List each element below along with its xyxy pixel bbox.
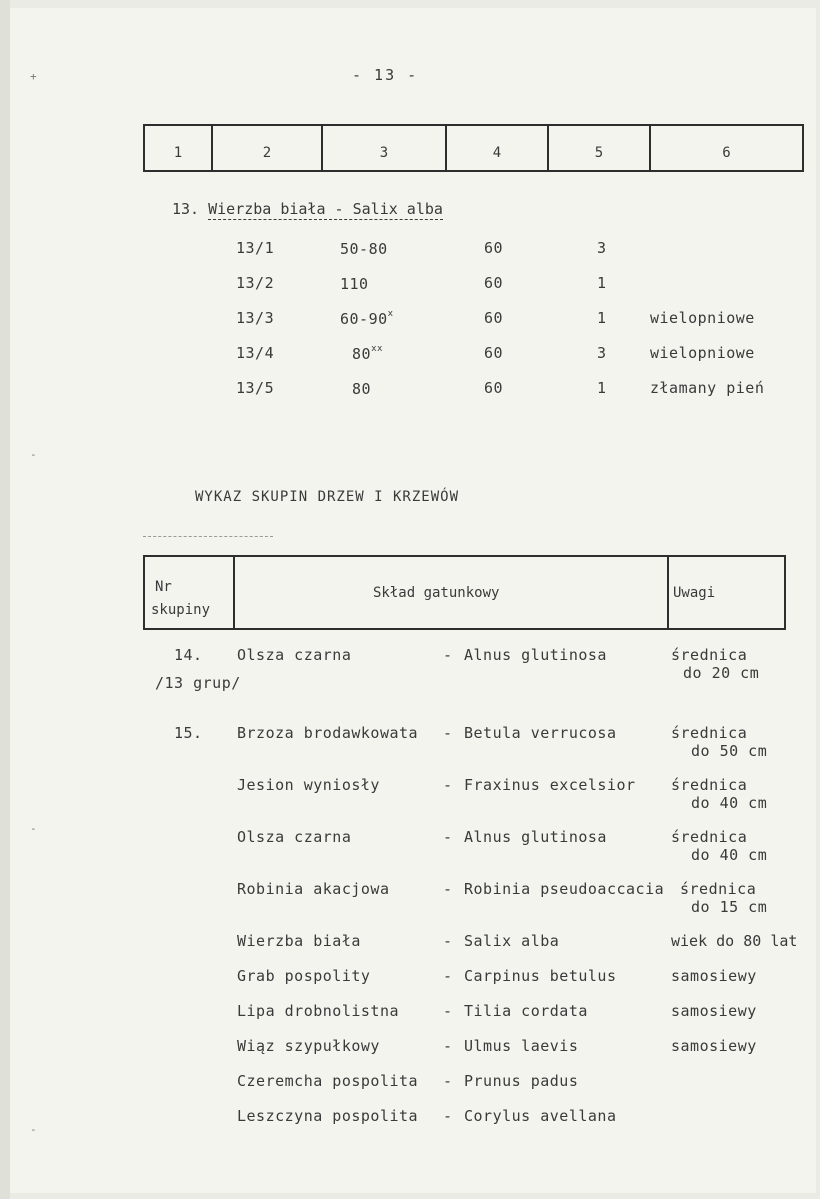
species-dash: - bbox=[443, 1037, 453, 1055]
species-dash: - bbox=[443, 932, 453, 950]
species-latin: Corylus avellana bbox=[464, 1107, 617, 1125]
punch-mark: + bbox=[30, 70, 37, 83]
species-dash: - bbox=[443, 967, 453, 985]
tree-id: 13/2 bbox=[236, 274, 275, 292]
species-name: Robinia akacjowa bbox=[237, 880, 390, 898]
tree-c4: 3 bbox=[597, 239, 607, 257]
species-note-2: do 40 cm bbox=[691, 794, 768, 812]
species-latin: Prunus padus bbox=[464, 1072, 579, 1090]
tree-c3: 60 bbox=[484, 344, 504, 362]
dotted-line bbox=[143, 536, 273, 537]
punch-mark: - bbox=[30, 448, 37, 461]
tree-c3: 60 bbox=[484, 239, 504, 257]
species-dash: - bbox=[443, 1072, 453, 1090]
species-dash: - bbox=[443, 880, 453, 898]
group-number: 14. bbox=[174, 646, 203, 664]
species-name: Brzoza brodawkowata bbox=[237, 724, 419, 742]
nr-label: Nr bbox=[155, 579, 172, 595]
section-number: 13. bbox=[172, 200, 200, 218]
tree-c2: 50-80 bbox=[340, 240, 388, 258]
tree-id: 13/4 bbox=[236, 344, 275, 362]
species-latin: Carpinus betulus bbox=[464, 967, 617, 985]
tree-c4: 3 bbox=[597, 344, 607, 362]
column-divider bbox=[667, 557, 669, 628]
species-latin: Salix alba bbox=[464, 932, 560, 950]
uwagi-header: Uwagi bbox=[673, 585, 716, 601]
tree-c3: 60 bbox=[484, 309, 504, 327]
species-note: średnica bbox=[680, 880, 757, 898]
species-dash: - bbox=[443, 1107, 453, 1125]
sklad-header: Skład gatunkowy bbox=[373, 585, 500, 601]
tree-note: wielopniowe bbox=[650, 344, 755, 362]
species-name: Olsza czarna bbox=[237, 646, 352, 664]
species-note: średnica bbox=[671, 776, 748, 794]
punch-mark: - bbox=[30, 1123, 37, 1136]
column-header-3: 3 bbox=[323, 126, 447, 170]
section-heading bbox=[172, 200, 443, 218]
species-note: średnica bbox=[671, 724, 748, 742]
species-name: Olsza czarna bbox=[237, 828, 352, 846]
species-note-2: do 50 cm bbox=[691, 742, 768, 760]
group-subnote: /13 grup/ bbox=[155, 674, 241, 692]
column-header-table bbox=[143, 124, 804, 172]
scan-edge bbox=[0, 0, 10, 1199]
species-note: średnica bbox=[671, 646, 748, 664]
species-latin: Fraxinus excelsior bbox=[464, 776, 636, 794]
species-note: samosiewy bbox=[671, 1037, 757, 1055]
species-name: Leszczyna pospolita bbox=[237, 1107, 419, 1125]
nr-column-header bbox=[145, 557, 235, 628]
tree-note: wielopniowe bbox=[650, 309, 755, 327]
column-header-2: 2 bbox=[213, 126, 323, 170]
species-name: Wiąz szypułkowy bbox=[237, 1037, 380, 1055]
tree-c2: 110 bbox=[340, 275, 369, 293]
group-number: 15. bbox=[174, 724, 203, 742]
tree-id: 13/1 bbox=[236, 239, 275, 257]
group-header-table bbox=[143, 555, 786, 630]
species-name: Lipa drobnolistna bbox=[237, 1002, 400, 1020]
species-name: Jesion wyniosły bbox=[237, 776, 380, 794]
tree-c3: 60 bbox=[484, 274, 504, 292]
tree-id: 13/5 bbox=[236, 379, 275, 397]
species-dash: - bbox=[443, 724, 453, 742]
column-header-4: 4 bbox=[447, 126, 549, 170]
species-latin: Alnus glutinosa bbox=[464, 828, 607, 846]
species-latin: Betula verrucosa bbox=[464, 724, 617, 742]
species-note: średnica bbox=[671, 828, 748, 846]
species-dash: - bbox=[443, 1002, 453, 1020]
section-title: Wierzba biała - Salix alba bbox=[208, 200, 443, 218]
species-note-2: do 15 cm bbox=[691, 898, 768, 916]
species-note-2: do 20 cm bbox=[683, 664, 760, 682]
list-title: WYKAZ SKUPIN DRZEW I KRZEWÓW bbox=[195, 489, 460, 505]
tree-id: 13/3 bbox=[236, 309, 275, 327]
species-note-2: do 40 cm bbox=[691, 846, 768, 864]
species-note: samosiewy bbox=[671, 967, 757, 985]
column-header-5: 5 bbox=[549, 126, 651, 170]
tree-c4: 1 bbox=[597, 274, 607, 292]
tree-note: złamany pień bbox=[650, 379, 765, 397]
tree-c2: 80$^{xx}$ bbox=[352, 344, 383, 363]
species-dash: - bbox=[443, 646, 453, 664]
page-number: - 13 - bbox=[352, 66, 419, 84]
species-note: wiek do 80 lat bbox=[671, 932, 798, 950]
species-note: samosiewy bbox=[671, 1002, 757, 1020]
species-name: Grab pospolity bbox=[237, 967, 371, 985]
species-latin: Robinia pseudoaccacia bbox=[464, 880, 665, 898]
species-latin: Alnus glutinosa bbox=[464, 646, 607, 664]
species-name: Czeremcha pospolita bbox=[237, 1072, 419, 1090]
species-latin: Ulmus laevis bbox=[464, 1037, 579, 1055]
punch-mark: - bbox=[30, 822, 37, 835]
species-latin: Tilia cordata bbox=[464, 1002, 588, 1020]
tree-c3: 60 bbox=[484, 379, 504, 397]
tree-c4: 1 bbox=[597, 309, 607, 327]
tree-c2: 80 bbox=[352, 380, 372, 398]
column-header-6: 6 bbox=[722, 145, 731, 161]
species-dash: - bbox=[443, 776, 453, 794]
tree-c2: 60-90$^x$ bbox=[340, 309, 394, 328]
species-name: Wierzba biała bbox=[237, 932, 361, 950]
column-header-1: 1 bbox=[145, 126, 213, 170]
tree-c4: 1 bbox=[597, 379, 607, 397]
skupiny-label: skupiny bbox=[151, 602, 211, 618]
species-dash: - bbox=[443, 828, 453, 846]
